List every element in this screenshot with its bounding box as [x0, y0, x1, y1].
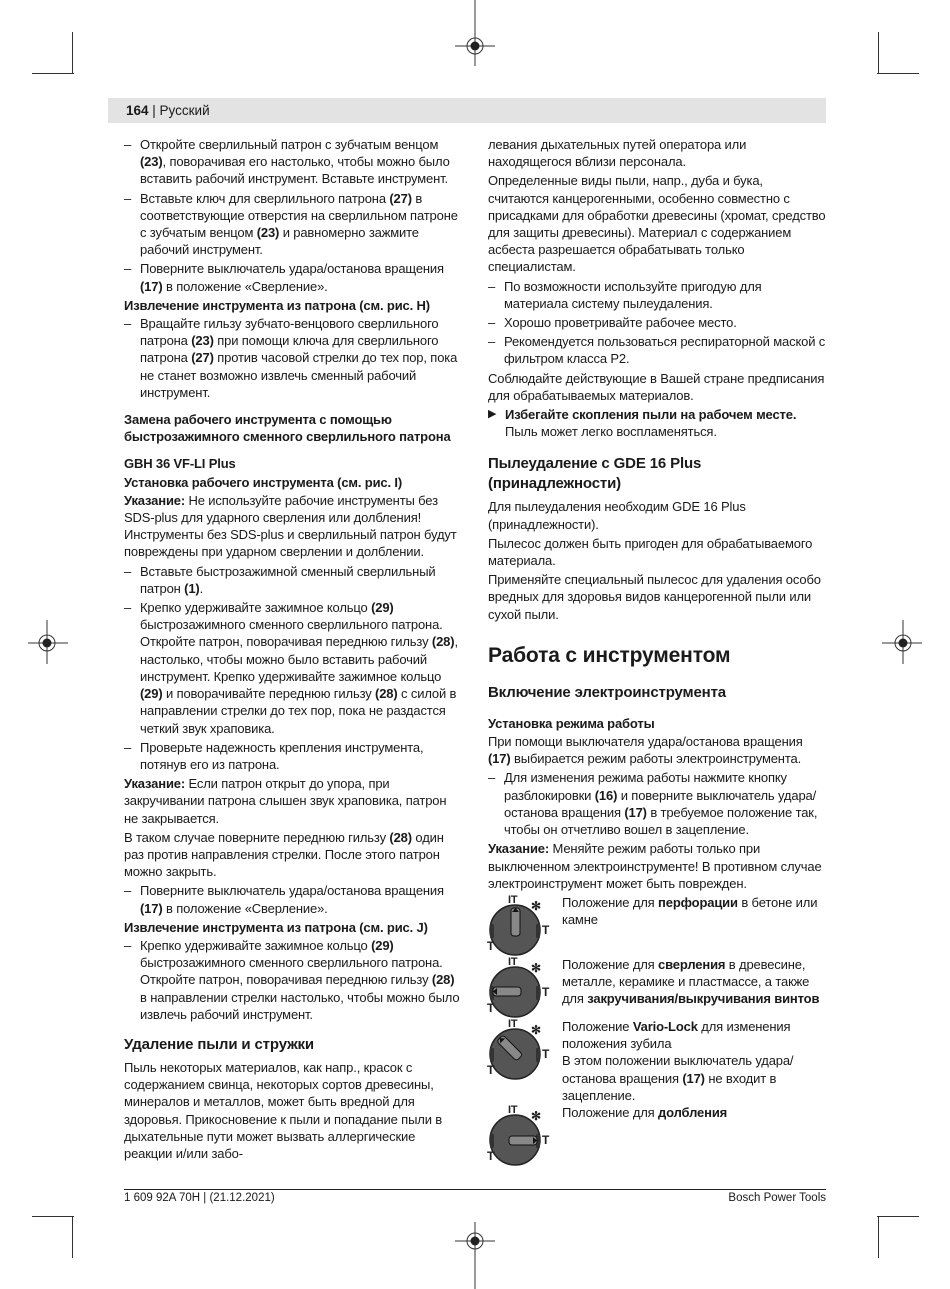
svg-text:T: T	[542, 1046, 550, 1061]
list-item-text: Для изменения режима работы нажмите кнопку разблокировки (16) и поверните выключатель удара/останова вращения (17) в требуемое положение так, чтобы он отчетливо вошел в зацепление.	[504, 770, 818, 838]
list-dash: –	[124, 137, 132, 152]
subheading: Извлечение инструмента из патрона (см. рис. H)	[124, 297, 430, 313]
list-item	[124, 260, 460, 294]
footer-rule	[124, 1189, 826, 1190]
bold-ref: (17)	[682, 1070, 705, 1086]
paragraph: В таком случае поверните переднюю гильзу (28) один раз против направления стрелки. После этого патрон можно закрыть.	[124, 829, 444, 880]
subheading: GBH 36 VF-LI Plus	[124, 456, 236, 472]
bold-ref: (29)	[371, 600, 394, 616]
bold-ref: (29)	[371, 937, 394, 953]
bold-ref: (28)	[375, 686, 398, 702]
list-item	[124, 599, 460, 737]
list-dash: –	[488, 278, 496, 294]
list-dash: –	[124, 316, 132, 332]
subheading: Извлечение инструмента из патрона (см. рис. J)	[124, 919, 428, 935]
paragraph: Указание: Если патрон открыт до упора, при закручивании патрона слышен звук храповика, патрон не закрывается.	[124, 776, 447, 826]
svg-text:T: T	[487, 1000, 495, 1015]
bold-ref: (17)	[488, 751, 511, 767]
list-dash: –	[488, 770, 496, 786]
list-dash: –	[124, 563, 132, 579]
paragraph: левания дыхательных путей оператора или находящегося вблизи персонала.	[488, 137, 747, 170]
list-item-text: Крепко удерживайте зажимное кольцо (29) быстрозажимного сменного сверлильного патрона. Откройте патрон, поворачивая переднюю гильзу (28), настолько, чтобы можно было вставить рабочий инструмент. Крепко удерживайте зажимное кольцо (29) и поворачивайте переднюю гильзу (28) с силой в направлении стрелки до тех пор, пока не раздастся четкий звук храповика.	[140, 600, 458, 736]
bold-ref: (17)	[140, 900, 163, 916]
list-item	[124, 315, 460, 401]
footer-code: 1 609 92A 70H | (21.12.2021)	[124, 1192, 275, 1204]
list-item	[488, 278, 826, 312]
paragraph: Для пылеудаления необходим GDE 16 Plus (принадлежности).	[488, 499, 746, 532]
list-dash: –	[124, 600, 132, 616]
warning-item	[488, 406, 826, 440]
bold-ref: перфорации	[658, 894, 738, 910]
bold-ref: (1)	[184, 580, 200, 596]
svg-text:T: T	[487, 1148, 495, 1163]
list-item	[124, 136, 460, 188]
section-heading: Включение электроинструмента	[488, 683, 726, 701]
list-item-text: Проверьте надежность крепления инструмента, потянув его из патрона.	[140, 739, 424, 772]
header-text	[126, 103, 210, 118]
bold-ref: (16)	[594, 787, 618, 803]
mode-item-chiselling	[488, 1104, 826, 1166]
header-language: Русский	[159, 103, 210, 118]
list-dash: –	[124, 261, 132, 277]
list-dash: –	[488, 334, 496, 350]
mode-item-hammer-drill	[488, 894, 826, 956]
list-item-text: Вставьте быстрозажимной сменный сверлильный патрон (1).	[140, 563, 436, 596]
crop-mark	[878, 32, 879, 74]
bold-ref: (17)	[140, 278, 163, 294]
list-item-text: Крепко удерживайте зажимное кольцо (29) быстрозажимного сменного сверлильного патрона. Откройте патрон, поворачивая переднюю гильзу (28) в направлении стрелки настолько, чтобы можно было извлечь рабочий инструмент.	[140, 937, 460, 1022]
list-item-text: Рекомендуется пользоваться респираторной маской с фильтром класса P2.	[504, 334, 826, 367]
vario-lock-mode-icon	[488, 1018, 558, 1082]
bold-ref: (28)	[431, 972, 455, 988]
bold-ref: (29)	[140, 686, 163, 702]
drill-mode-icon	[488, 956, 558, 1020]
list-item-text: Вращайте гильзу зубчато-венцового сверлильного патрона (23) при помощи ключа для сверлильного патрона (27) против часовой стрелки до тех пор, пока не станет возможно извлечь сменный рабочий инструмент.	[140, 316, 458, 400]
crop-mark	[878, 1216, 879, 1258]
list-dash: –	[124, 739, 132, 755]
paragraph: При помощи выключателя удара/останова вращения (17) выбирается режим работы электроинструмента.	[488, 734, 803, 767]
mode-item-drill	[488, 956, 826, 1018]
mode-description: Положение для перфорации в бетоне или камне	[562, 894, 818, 928]
mode-description: Положение для сверления в древесине, металле, керамике и пластмассе, а также для закручивания/выкручивания винтов	[562, 956, 820, 1007]
bold-ref: Указание:	[124, 776, 186, 792]
paragraph: Указание: Не используйте рабочие инструменты без SDS-plus для ударного сверления или долбления! Инструменты без SDS-plus и сверлильный патрон будут повреждены при ударном сверлении и долблении.	[124, 492, 457, 560]
chiselling-mode-icon	[488, 1104, 558, 1168]
list-item	[124, 882, 460, 916]
svg-text:IT: IT	[508, 893, 518, 906]
list-item	[124, 563, 460, 597]
list-dash: –	[124, 190, 132, 206]
bold-ref: (28)	[389, 829, 412, 845]
svg-text:T: T	[487, 938, 495, 953]
paragraph: Пыль некоторых материалов, как напр., красок с содержанием свинца, некоторых сортов древесины, минералов и металлов, может быть вредной для здоровья. Прикосновение к пыли и попадание пыли в дыхательные пути может вызвать аллергические реакции и/или забо-	[124, 1059, 443, 1161]
svg-text:✻: ✻	[531, 1108, 541, 1123]
paragraph: Указание: Меняйте режим работы только при выключенном электроинструменте! В противном случае электроинструмент может быть поврежден.	[488, 841, 822, 891]
bold-ref: (27)	[191, 350, 214, 366]
svg-text:T: T	[542, 984, 550, 999]
bold-ref: закручивания/выкручивания винтов	[587, 991, 820, 1007]
list-item	[124, 937, 460, 1023]
section-heading: Удаление пыли и стружки	[124, 1035, 314, 1053]
registration-mark-left	[28, 620, 68, 664]
list-item-text: Хорошо проветривайте рабочее место.	[504, 315, 737, 331]
page-header	[108, 98, 826, 123]
crop-mark	[32, 73, 74, 74]
warning-text: Избегайте скопления пыли на рабочем месте. Пыль может легко воспламеняться.	[505, 407, 797, 440]
list-item	[488, 769, 826, 838]
bold-ref: Избегайте скопления пыли на рабочем месте.	[505, 407, 797, 423]
list-dash: –	[124, 883, 132, 899]
mode-description: Положение для долбления	[562, 1104, 728, 1120]
header-separator: |	[148, 103, 160, 118]
bold-ref: Указание:	[488, 841, 550, 857]
svg-text:IT: IT	[508, 1017, 518, 1030]
paragraph: Применяйте специальный пылесос для удаления особо вредных для здоровья видов канцерогенной пыли или сухой пыли.	[488, 572, 821, 622]
list-dash: –	[488, 315, 496, 331]
registration-mark-right	[882, 620, 922, 664]
bold-ref: (27)	[389, 190, 412, 206]
crop-mark	[32, 1216, 74, 1217]
svg-text:IT: IT	[508, 955, 518, 968]
paragraph: Соблюдайте действующие в Вашей стране предписания для обрабатываемых материалов.	[488, 370, 825, 403]
right-column	[488, 136, 826, 1166]
crop-mark	[72, 1216, 73, 1258]
list-item-text: По возможности используйте пригодую для материала систему пылеудаления.	[504, 278, 762, 311]
crop-mark	[877, 1216, 919, 1217]
list-item-text: Поверните выключатель удара/останова вращения (17) в положение «Сверление».	[140, 883, 444, 916]
paragraph: Определенные виды пыли, напр., дуба и бука, считаются канцерогенными, особенно совместно с присадками для обработки древесины (хромат, средство для защиты древесины). Материал с содержанием асбеста разрешается обрабатывать только специалистам.	[488, 173, 826, 275]
list-item	[124, 190, 460, 259]
bold-ref: (23)	[140, 154, 163, 170]
bold-ref: (23)	[191, 333, 214, 349]
paragraph: Пылесос должен быть пригоден для обрабатываемого материала.	[488, 535, 813, 569]
list-item	[488, 314, 826, 331]
svg-text:IT: IT	[508, 1103, 518, 1116]
registration-mark-top	[455, 0, 495, 66]
bold-ref: (28)	[431, 634, 455, 650]
list-item	[488, 333, 826, 367]
bold-ref: Vario-Lock	[632, 1018, 698, 1034]
registration-mark-bottom	[455, 1222, 495, 1289]
list-item	[124, 739, 460, 773]
subheading: Установка режима работы	[488, 715, 655, 731]
footer-brand: Bosch Power Tools	[728, 1192, 826, 1204]
svg-text:T: T	[542, 1132, 550, 1147]
list-item-text: Вставьте ключ для сверлильного патрона (27) в соответствующие отверстия на сверлильном патроне с зубчатым венцом (23) и равномерно зажмите рабочий инструмент.	[140, 190, 458, 258]
bold-ref: долбления	[658, 1104, 728, 1120]
list-item-text: Поверните выключатель удара/останова вращения (17) в положение «Сверление».	[140, 261, 444, 294]
crop-mark	[72, 32, 73, 74]
chapter-heading: Работа с инструментом	[488, 643, 731, 667]
svg-text:T: T	[542, 922, 550, 937]
section-heading: Пылеудаление с GDE 16 Plus (принадлежности)	[488, 455, 702, 493]
svg-text:✻: ✻	[531, 960, 541, 975]
bold-ref: (17)	[624, 804, 647, 820]
list-dash: –	[124, 937, 132, 953]
subheading: Замена рабочего инструмента с помощью быстрозажимного сменного сверлильного патрона	[124, 412, 451, 445]
warning-triangle-icon: ▶	[488, 408, 497, 421]
crop-mark	[877, 73, 919, 74]
svg-text:✻: ✻	[531, 898, 541, 913]
subheading: Установка рабочего инструмента (см. рис. I)	[124, 474, 403, 490]
mode-item-vario-lock	[488, 1018, 826, 1104]
bold-ref: (23)	[256, 225, 280, 241]
hammer-drill-mode-icon	[488, 894, 558, 958]
mode-description: Положение Vario-Lock для изменения положения зубила В этом положении выключатель удара/останова вращения (17) не входит в зацепление.	[562, 1018, 794, 1103]
bold-ref: Указание:	[124, 492, 186, 508]
list-item-text: Откройте сверлильный патрон с зубчатым венцом (23), поворачивая его настолько, чтобы можно было вставить рабочий инструмент. Вставьте инструмент.	[140, 137, 450, 187]
svg-text:T: T	[487, 1062, 495, 1077]
bold-ref: сверления	[658, 956, 726, 972]
left-column	[124, 136, 460, 1164]
svg-text:✻: ✻	[531, 1022, 541, 1037]
page-number: 164	[126, 103, 149, 118]
